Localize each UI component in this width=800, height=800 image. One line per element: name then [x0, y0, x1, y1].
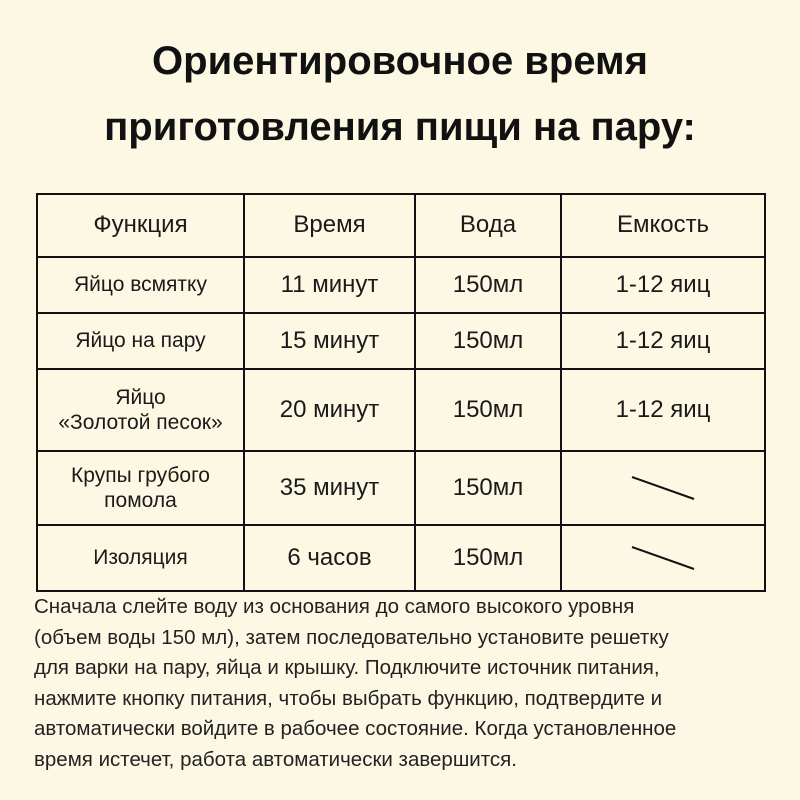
cell-function-line-1: Яйцо: [115, 385, 166, 409]
cell-capacity: 1-12 яиц: [561, 313, 765, 369]
cell-time: 15 минут: [244, 313, 415, 369]
cell-function: [37, 451, 244, 525]
table-header-row: [37, 194, 765, 257]
header-time: Время: [244, 194, 415, 257]
page-title: [0, 28, 800, 160]
cell-function-line-2: «Золотой песок»: [58, 411, 223, 434]
cell-function: Изоляция: [37, 525, 244, 591]
table-row: [37, 451, 765, 525]
cell-water: 150мл: [415, 525, 561, 591]
cell-capacity: 1-12 яиц: [561, 369, 765, 451]
cell-water: 150мл: [415, 257, 561, 313]
cell-capacity: 1-12 яиц: [561, 257, 765, 313]
cell-function: Яйцо всмятку: [37, 257, 244, 313]
note-line: нажмите кнопку питания, чтобы выбрать функцию, подтвердите и: [34, 686, 663, 710]
table-row: [37, 369, 765, 451]
cell-water: 150мл: [415, 369, 561, 451]
cell-function-line-2: помола: [104, 489, 177, 512]
cell-water: 150мл: [415, 451, 561, 525]
note-line: для варки на пару, яйца и крышку. Подключите источник питания,: [34, 656, 660, 679]
cell-capacity-empty: [561, 525, 765, 591]
table-row: [37, 525, 765, 591]
title-line-1: Ориентировочное время: [152, 39, 648, 83]
table-row: [37, 257, 765, 313]
not-applicable-slash-icon: [628, 473, 698, 503]
table-row: [37, 313, 765, 369]
steaming-time-table: [36, 193, 766, 592]
cell-function-line-1: Крупы грубого: [71, 463, 210, 487]
cell-time: 20 минут: [244, 369, 415, 451]
cell-time: 11 минут: [244, 257, 415, 313]
note-line: Сначала слейте воду из основания до самого высокого уровня: [34, 595, 635, 618]
header-water: Вода: [415, 194, 561, 257]
note-line: автоматически войдите в рабочее состояние. Когда установленное: [34, 717, 677, 740]
not-applicable-slash-icon: [628, 543, 698, 573]
cell-capacity-empty: [561, 451, 765, 525]
cell-water: 150мл: [415, 313, 561, 369]
header-capacity: Емкость: [561, 194, 765, 257]
instructions-paragraph: [34, 592, 780, 775]
title-line-2: приготовления пищи на пару:: [104, 105, 696, 149]
cell-function: [37, 369, 244, 451]
cell-time: 35 минут: [244, 451, 415, 525]
header-function: Функция: [37, 194, 244, 257]
note-line: время истечет, работа автоматически завершится.: [34, 747, 517, 771]
cell-function: Яйцо на пару: [37, 313, 244, 369]
note-line: (объем воды 150 мл), затем последовательно установите решетку: [34, 625, 669, 649]
cell-time: 6 часов: [244, 525, 415, 591]
